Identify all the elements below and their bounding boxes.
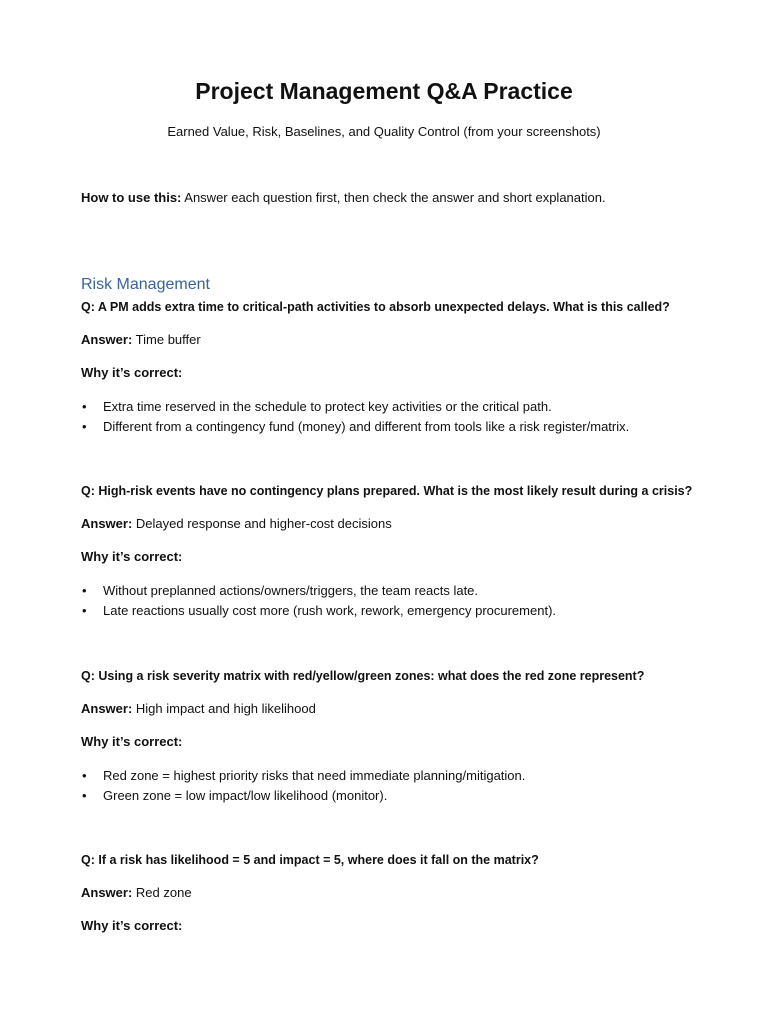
bullet-icon: • bbox=[82, 788, 87, 803]
bullet-icon: • bbox=[82, 603, 87, 618]
list-item bbox=[81, 397, 701, 417]
bullet-icon: • bbox=[82, 768, 87, 783]
list-item bbox=[81, 417, 701, 437]
list-item bbox=[81, 601, 701, 621]
why-correct-label: Why it’s correct: bbox=[81, 365, 183, 380]
question-text: Q: Using a risk severity matrix with red/yellow/green zones: what does the red zone represent? bbox=[81, 669, 645, 683]
why-correct-label: Why it’s correct: bbox=[81, 734, 183, 749]
usage-label: How to use this: bbox=[81, 190, 182, 205]
list-item-text: Different from a contingency fund (money) and different from tools like a risk register/matrix. bbox=[103, 419, 630, 434]
page-subtitle: Earned Value, Risk, Baselines, and Quality Control (from your screenshots) bbox=[167, 124, 601, 139]
bullet-icon: • bbox=[82, 583, 87, 598]
bullet-icon: • bbox=[82, 399, 87, 414]
explanation-list bbox=[81, 766, 701, 806]
page-title: Project Management Q&A Practice bbox=[195, 78, 573, 104]
explanation-list bbox=[81, 581, 701, 621]
list-item bbox=[81, 766, 701, 786]
explanation-list bbox=[81, 397, 701, 437]
list-item bbox=[81, 581, 701, 601]
answer-line bbox=[81, 700, 701, 718]
answer-line bbox=[81, 515, 701, 533]
list-item-text: Extra time reserved in the schedule to protect key activities or the critical path. bbox=[103, 399, 552, 414]
qa-block-2 bbox=[81, 482, 701, 621]
bullet-icon: • bbox=[82, 419, 87, 434]
list-item bbox=[81, 786, 701, 806]
section-heading-risk-management: Risk Management bbox=[81, 276, 210, 293]
question-text: Q: High-risk events have no contingency plans prepared. What is the most likely result during a crisis? bbox=[81, 484, 693, 498]
answer-line bbox=[81, 884, 701, 902]
list-item-text: Red zone = highest priority risks that need immediate planning/mitigation. bbox=[103, 768, 526, 783]
qa-block-3 bbox=[81, 667, 701, 806]
answer-label: Answer: bbox=[81, 332, 133, 347]
question-text: Q: A PM adds extra time to critical-path activities to absorb unexpected delays. What is this called? bbox=[81, 300, 670, 314]
answer-text: High impact and high likelihood bbox=[132, 701, 316, 716]
answer-label: Answer: bbox=[81, 516, 133, 531]
answer-text: Red zone bbox=[132, 885, 192, 900]
list-item-text: Green zone = low impact/low likelihood (monitor). bbox=[103, 788, 388, 803]
list-item-text: Late reactions usually cost more (rush work, rework, emergency procurement). bbox=[103, 603, 557, 618]
answer-text: Delayed response and higher-cost decisions bbox=[132, 516, 392, 531]
list-item-text: Without preplanned actions/owners/triggers, the team reacts late. bbox=[103, 583, 479, 598]
answer-text: Time buffer bbox=[132, 332, 201, 347]
qa-block-1 bbox=[81, 298, 701, 437]
usage-text: Answer each question first, then check the answer and short explanation. bbox=[181, 190, 606, 205]
answer-line bbox=[81, 331, 701, 349]
answer-label: Answer: bbox=[81, 701, 133, 716]
usage-instructions bbox=[81, 189, 606, 207]
why-correct-label: Why it’s correct: bbox=[81, 918, 183, 933]
answer-label: Answer: bbox=[81, 885, 133, 900]
question-text: Q: If a risk has likelihood = 5 and impact = 5, where does it fall on the matrix? bbox=[81, 853, 539, 867]
qa-block-4 bbox=[81, 851, 701, 935]
why-correct-label: Why it’s correct: bbox=[81, 549, 183, 564]
